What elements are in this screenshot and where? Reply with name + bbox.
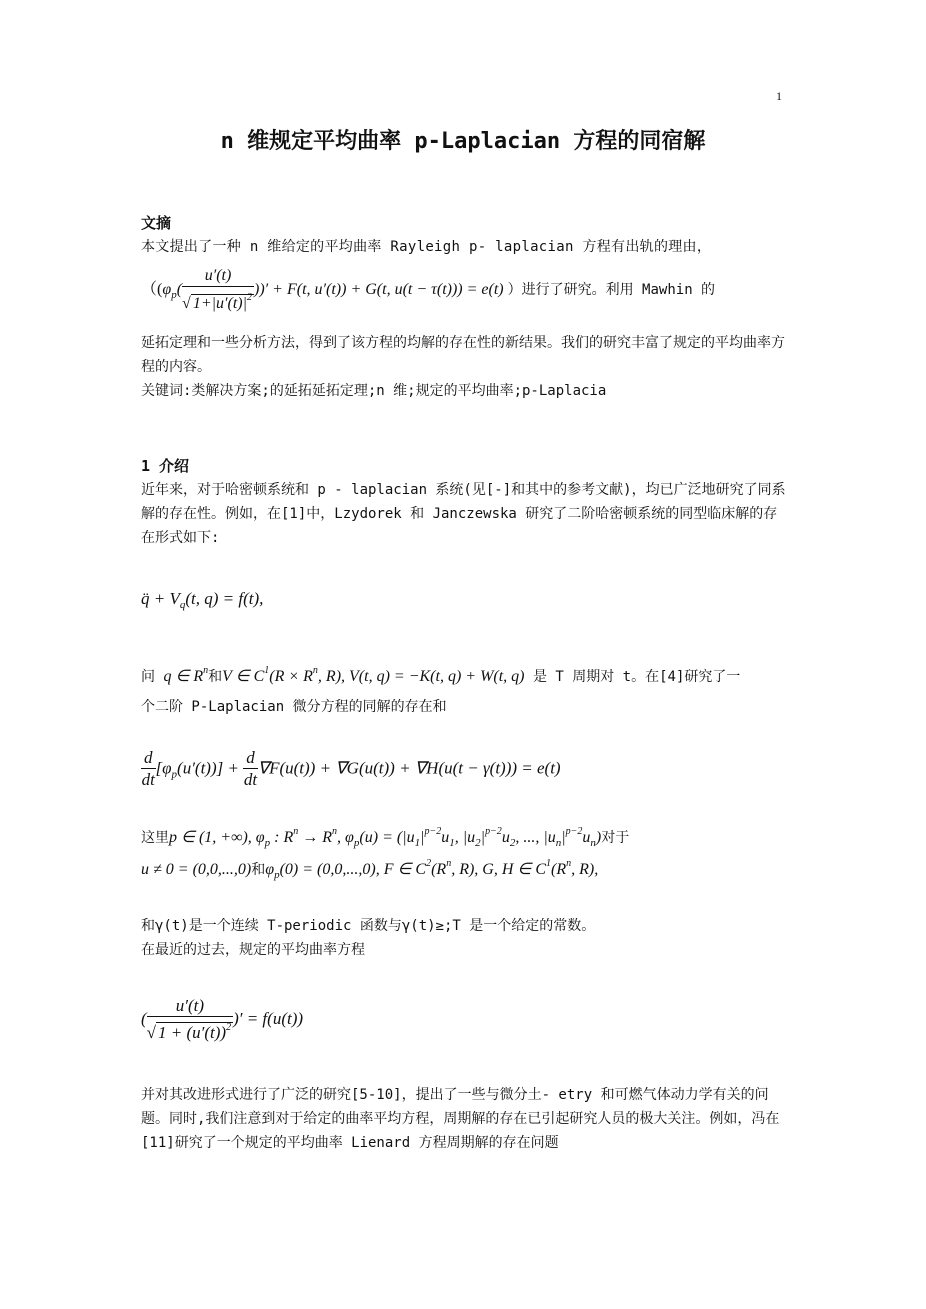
section-1-para1: 近年来，对于哈密顿系统和 p - laplacian 系统(见[-]和其中的参考文献)，均已广泛地研究了同系解的存在性。例如，在[1]中，Lzydorek 和 Janczewska 研究了二阶哈密顿系统的同型临床解的存在形式如下: (141, 482, 786, 546)
line-q-definition: 问 q ∈ $R^n$和V ∈ $C^1(R \times R^n$, R), V(t, q) = −K(t, q) + W(t, q) 是 T 周期对 t。在[4]研究了一 (141, 665, 741, 685)
para-gamma: 和γ(t)是一个连续 T-periodic 函数与γ(t)≥;T 是一个给定的常数。 (141, 918, 596, 934)
abstract-continued (141, 331, 788, 403)
equation-conditions: u ≠ 0 = (0,0,...,0)和$\varphi_p(0) = (0,0,...,0)$, F ∈ $C^2(R^n$, R), G, H ∈ $C^1(R^n$, R), (141, 858, 599, 881)
here-and: 对于 (601, 830, 630, 846)
abstract-section (141, 211, 788, 259)
page-number: 1 (776, 89, 782, 103)
equation-hamiltonian: q̈ + $V_q(t$, q) = f(t), (141, 589, 264, 611)
gamma-paragraph (141, 914, 788, 962)
equation-mean-curvature: ( $\frac{u'(t)}{√ 1 + (u'(t))^2}$ )′ = f(u(t)) (141, 996, 304, 1042)
q-suffix: 是 T 周期对 t。在[4]研究了一 (532, 669, 741, 685)
q-and: 和 (208, 669, 223, 685)
abstract-equation: （($\varphi_p$( $\frac{u'(t)}{√ 1+|u'(t)|^2}$ ))′ + F(t, u′(t)) + G(t, u(t − τ(t))) = e(t) ）进行了研究。利用 Mawhin 的 (141, 266, 715, 315)
abstract-line3: 延拓定理和一些分析方法，得到了该方程的均解的存在性的新结果。我们的研究丰富了规定的平均曲率方程的内容。 (141, 335, 785, 375)
section-1 (141, 454, 788, 550)
para-last: 并对其改进形式进行了广泛的研究[5-10]，提出了一些与微分土- etry 和可燃气体动力学有关的问题。同时,我们注意到对于给定的曲率平均方程，周期解的存在已引起研究人员的极大关注。例如，冯在[11]研究了一个规定的平均曲率 Lienard 方程周期解的存在问题 (141, 1087, 780, 1151)
abstract-keywords: 关键词:类解决方案;的延拓延拓定理;n 维;规定的平均曲率;p-Laplacia (141, 383, 607, 399)
abstract-line1: 本文提出了一种 n 维给定的平均曲率 Rayleigh p- laplacian 方程有出轨的理由， (141, 239, 712, 255)
paper-title: n 维规定平均曲率 p-Laplacian 方程的同宿解 (220, 129, 706, 154)
here-prefix: 这里 (141, 830, 169, 846)
section-1-heading: 1 介绍 (141, 457, 190, 475)
equation-here: 这里p ∈ (1, +∞), $\varphi_p$ : $R^n \to R^n$, $\varphi_p(u) = (|u_1|^{p-2}u_1$, $|u_2|^{p-2}u_2$, ..., $|u_n|^{p-2}u_n$)对于 (141, 826, 630, 849)
para-recent: 在最近的过去，规定的平均曲率方程 (141, 942, 365, 958)
q-prefix: 问 (141, 669, 155, 685)
abstract-eq-fraction: $\frac{u'(t)}{√ 1+|u'(t)|^2}$ (182, 267, 253, 312)
abstract-eq-suffix: ）进行了研究。利用 Mawhin 的 (507, 282, 716, 299)
line-q2: 个二阶 P-Laplacian 微分方程的同解的存在和 (141, 699, 447, 715)
abstract-heading: 文摘 (141, 214, 172, 232)
equation-plaplacian: $\frac{d}{dt}$ $[\varphi_p(u'(t))]$ + $\frac{d}{dt}$ ∇F(u(t)) + ∇G(u(t)) + ∇H(u(t − γ(t))) = e(t) (141, 748, 561, 789)
and2: 和 (251, 862, 266, 878)
